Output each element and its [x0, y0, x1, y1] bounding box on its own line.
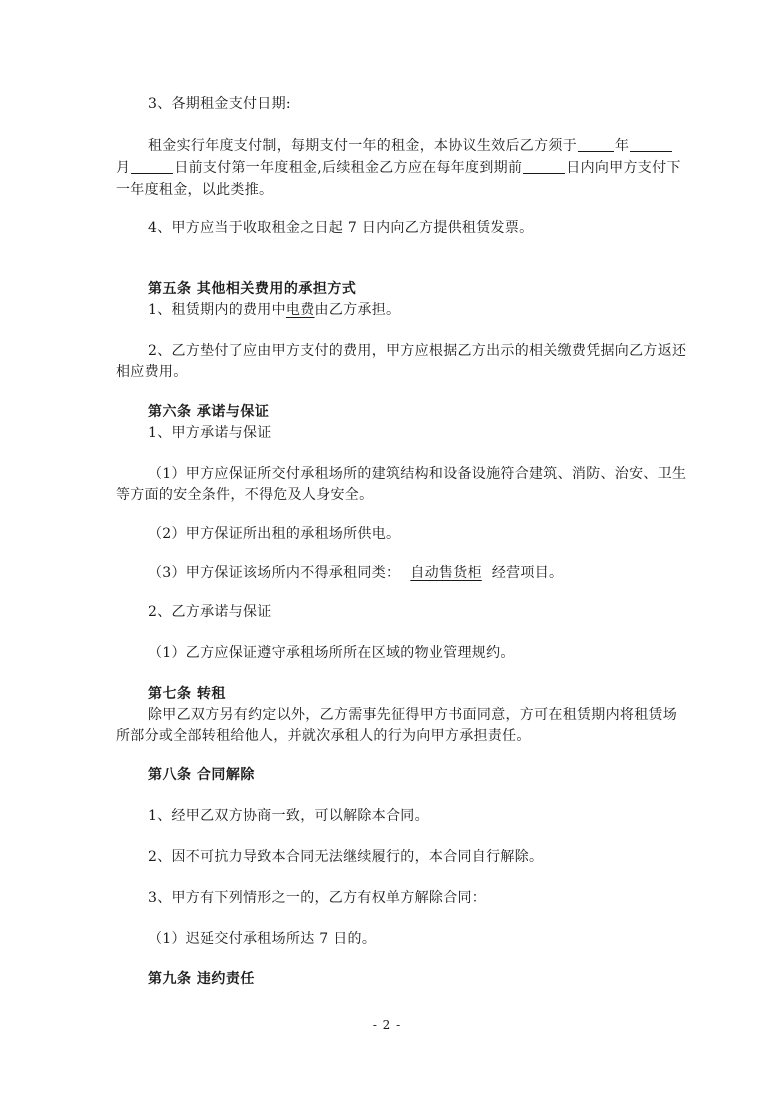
s5-item2-line1: 2、乙方垫付了应由甲方支付的费用，甲方应根据乙方出示的相关缴费凭据向乙方返还	[148, 343, 687, 359]
s6-item2: 2、乙方承诺与保证	[148, 604, 272, 620]
blank-month-value	[630, 137, 672, 152]
s8-item3-1: （1）迟延交付承租场所达 7 日的。	[148, 931, 377, 947]
s6-item1-1-line2: 等方面的安全条件，不得危及人身安全。	[116, 487, 374, 503]
s5-item2-line2: 相应费用。	[116, 364, 188, 380]
blank-day	[131, 159, 173, 174]
s7-heading: 第七条 转租	[148, 686, 226, 702]
s8-item2: 2、因不可抗力导致本合同无法继续履行的，本合同自行解除。	[148, 849, 544, 865]
s4-item3-title: 3、各期租金支付日期:	[148, 96, 291, 112]
s4-item3-line3: 一年度租金，以此类推。	[116, 182, 274, 198]
page-number: - 2 -	[372, 1018, 402, 1032]
s6-item1-1-line1: （1）甲方应保证所交付承租场所的建筑结构和设备设施符合建筑、消防、治安、卫生	[148, 466, 687, 482]
blank-days-before	[523, 159, 565, 174]
s6-item1-3	[148, 563, 563, 583]
s6-item1-3-post: 经营项目。	[491, 565, 564, 581]
s4-item4: 4、甲方应当于收取租金之日起 7 日内向乙方提供租赁发票。	[148, 220, 534, 236]
s7-line1: 除甲乙双方另有约定以外，乙方需事先征得甲方书面同意，方可在租赁期内将租赁场	[148, 707, 678, 723]
s4-item3-text2: 日前支付第一年度租金,后续租金乙方应在每年度到期前	[174, 160, 523, 176]
blank-year	[578, 137, 614, 152]
s4-item3-text3: 日内向甲方支付下	[566, 160, 681, 176]
s8-item3: 3、甲方有下列情形之一的，乙方有权单方解除合同：	[148, 890, 487, 906]
s4-item3-line1	[148, 136, 673, 156]
s5-item1-post: 由乙方承担。	[314, 302, 401, 318]
s6-item1-2: （2）甲方保证所出租的承租场所供电。	[148, 526, 401, 542]
s5-item1	[148, 300, 400, 320]
s6-item1-3-fill: 自动售货柜	[410, 565, 482, 581]
s5-heading: 第五条 其他相关费用的承担方式	[148, 281, 357, 297]
s4-item3-text1: 租金实行年度支付制，每期支付一年的租金，本协议生效后乙方须于	[148, 138, 577, 154]
s9-heading: 第九条 违约责任	[148, 971, 255, 987]
s6-heading: 第六条 承诺与保证	[148, 404, 270, 420]
s6-item1: 1、甲方承诺与保证	[148, 425, 272, 441]
s6-item2-1: （1）乙方应保证遵守承租场所所在区域的物业管理规约。	[148, 645, 515, 661]
s8-item1: 1、经甲乙双方协商一致，可以解除本合同。	[148, 808, 429, 824]
s4-item3-year: 年	[615, 138, 630, 154]
s7-line2: 所部分或全部转租给他人，并就次承租人的行为向甲方承担责任。	[116, 728, 531, 744]
s4-item3-line2	[116, 158, 681, 178]
s4-item3-month: 月	[116, 160, 131, 176]
s8-heading: 第八条 合同解除	[148, 767, 255, 783]
s5-item1-pre: 1、租赁期内的费用中	[148, 302, 286, 318]
s5-item1-fill: 电费	[285, 302, 315, 318]
s6-item1-3-pre: （3）甲方保证该场所内不得承租同类：	[148, 565, 401, 581]
